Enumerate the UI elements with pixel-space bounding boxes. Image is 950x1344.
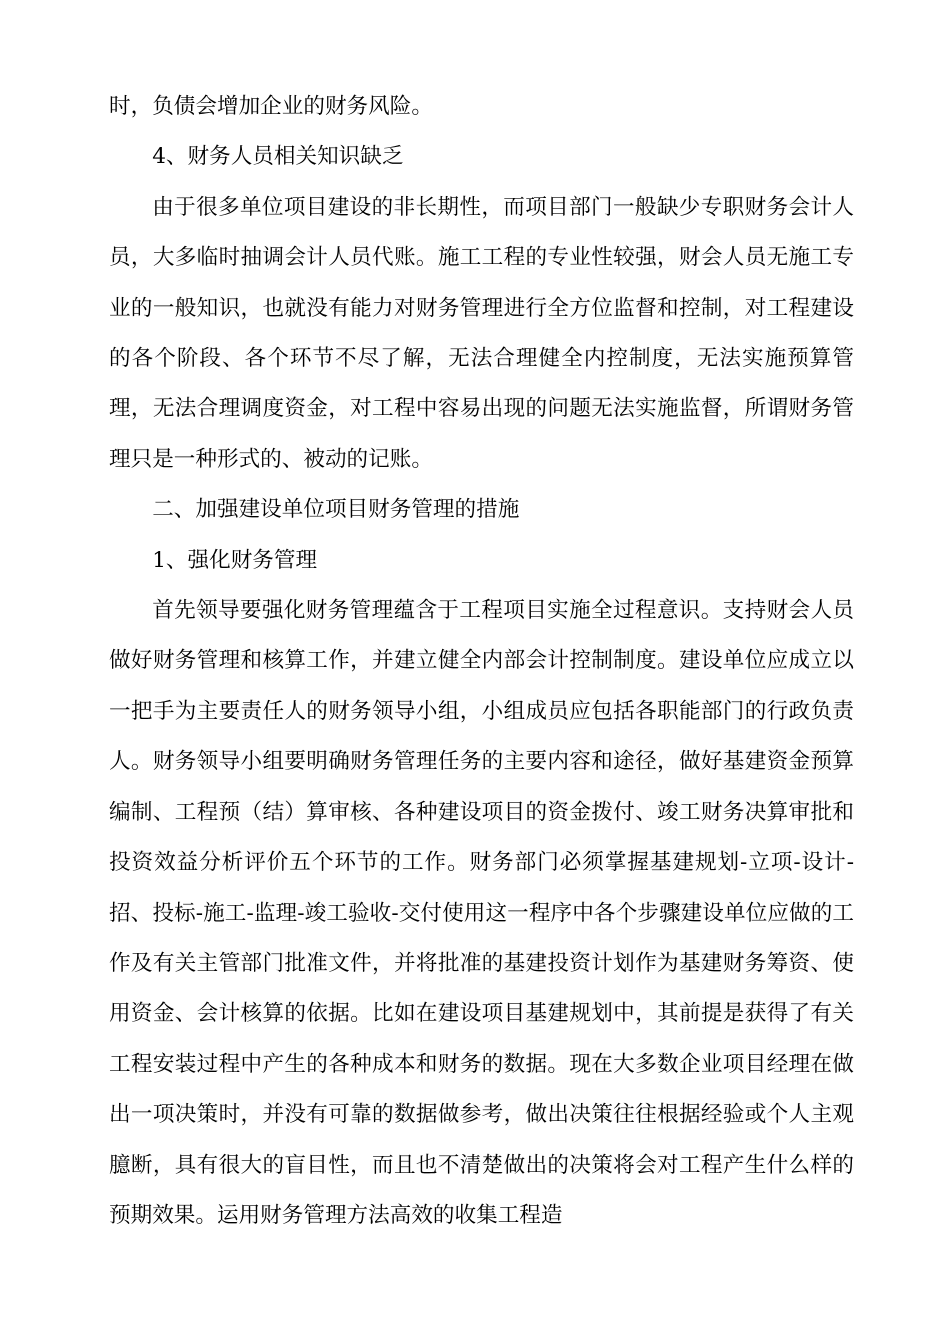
paragraph-strengthen-management: 首先领导要强化财务管理蕴含于工程项目实施全过程意识。支持财会人员做好财务管理和核算工作，并建立健全内部会计控制制度。建设单位应成立以一把手为主要责任人的财务领导小组，小组成员应包括各职能部门的行政负责人。财务领导小组要明确财务管理任务的主要内容和途径，做好基建资金预算编制、工程预（结）算审核、各种建设项目的资金拨付、竣工财务决算审批和投资效益分析评价五个环节的工作。财务部门必须掌握基建规划-立项-设计-招、投标-施工-监理-竣工验收-交付使用这一程序中各个步骤建设单位应做的工作及有关主管部门批准文件，并将批准的基建投资计划作为基建财务筹资、使用资金、会计核算的依据。比如在建设项目基建规划中，其前提是获得了有关工程安装过程中产生的各种成本和财务的数据。现在大多数企业项目经理在做出一项决策时，并没有可靠的数据做参考，做出决策往往根据经验或个人主观臆断，具有很大的盲目性，而且也不清楚做出的决策将会对工程产生什么样的预期效果。运用财务管理方法高效的收集工程造 [109, 598, 854, 1228]
section-heading-strengthen-management: 1、强化财务管理 [152, 547, 318, 573]
paragraph-staff-knowledge: 由于很多单位项目建设的非长期性，而项目部门一般缺少专职财务会计人员，大多临时抽调会计人员代账。施工工程的专业性较强，财会人员无施工专业的一般知识，也就没有能力对财务管理进行全方位监督和控制，对工程建设的各个阶段、各个环节不尽了解，无法合理健全内控制度，无法实施预算管理，无法合理调度资金，对工程中容易出现的问题无法实施监督，所谓财务管理只是一种形式的、被动的记账。 [109, 194, 854, 472]
section-heading-staff-knowledge: 4、财务人员相关知识缺乏 [152, 144, 404, 170]
chapter-heading-measures: 二、加强建设单位项目财务管理的措施 [152, 497, 520, 523]
paragraph-continuation: 时，负债会增加企业的财务风险。 [109, 94, 433, 119]
document-page [109, 82, 854, 1241]
